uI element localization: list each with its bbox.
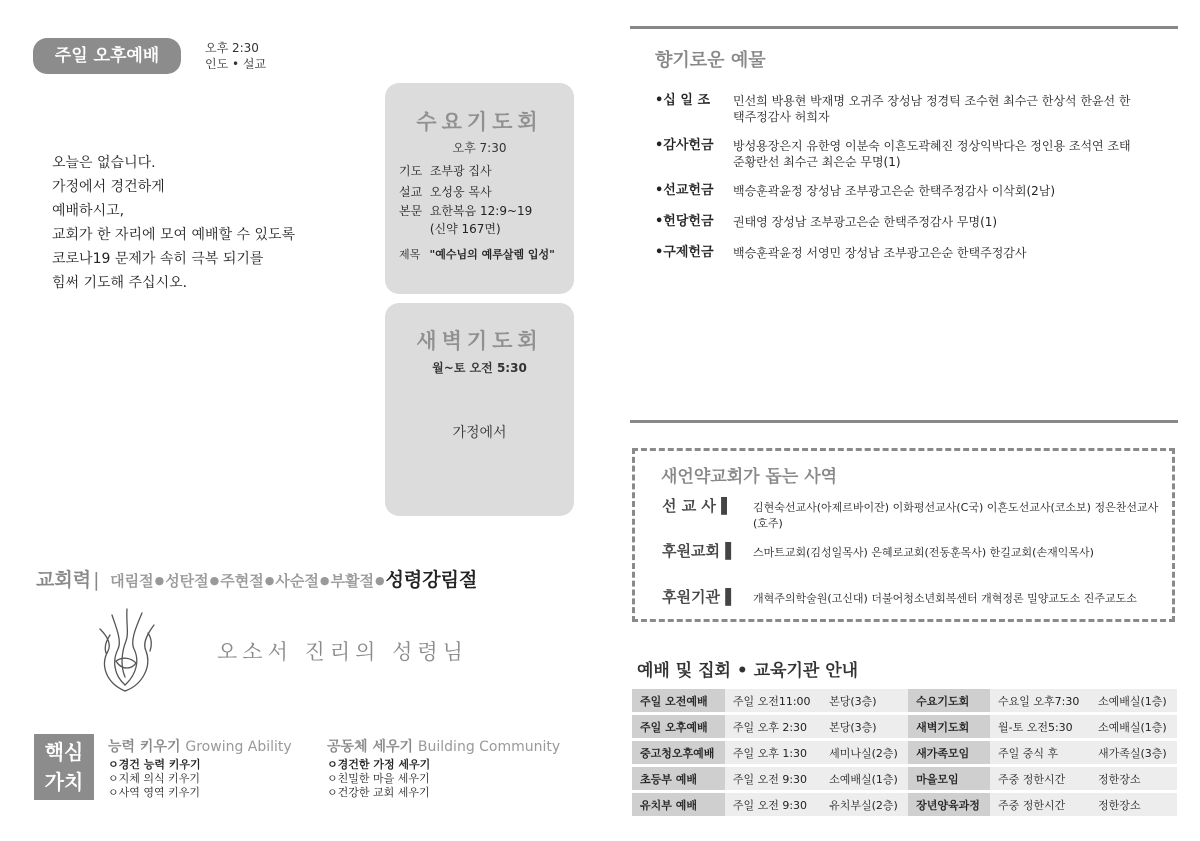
wednesday-row: 기도 조부광 집사 bbox=[399, 164, 492, 178]
divider bbox=[630, 26, 1178, 29]
core-value-item: ㅇ경건 능력 키우기 bbox=[108, 758, 201, 771]
core-value-item: ㅇ지체 의식 키우기 bbox=[108, 772, 201, 785]
schedule-cell: 주일 오후 1:30 bbox=[725, 741, 821, 764]
schedule-event: 새가족모임 bbox=[908, 741, 990, 764]
mission-names: 스마트교회(김성일목사) 은혜로교회(전동훈목사) 한길교회(손재익목사) bbox=[753, 546, 1094, 559]
wednesday-row: 본문 요한복음 12:9~19 bbox=[399, 204, 533, 218]
core-value-heading: 능력 키우기 Growing Ability bbox=[108, 739, 292, 755]
core-value-item: ㅇ친밀한 마을 세우기 bbox=[327, 772, 430, 785]
schedule-event: 마을모임 bbox=[908, 767, 990, 790]
core-value-community bbox=[327, 740, 560, 800]
core-value-item: ㅇ건강한 교회 세우기 bbox=[327, 786, 430, 799]
schedule-cell: 새가족실(3층) bbox=[1090, 741, 1177, 764]
table-row bbox=[632, 715, 1177, 738]
church-calendar-label: 교회력 bbox=[36, 569, 92, 591]
flame-dove-icon bbox=[92, 605, 162, 695]
mission-names: 개혁주의학술원(고신대) 더불어청소년회복센터 개혁정론 밀양교도소 진주교도소 bbox=[753, 592, 1137, 605]
schedule-cell: 주일 오후 2:30 bbox=[725, 715, 821, 738]
afternoon-service-leader: 인도 • 설교 bbox=[205, 57, 267, 71]
wednesday-prayer-title: 수요기도회 bbox=[416, 110, 543, 134]
core-value-item: ㅇ경건한 가정 세우기 bbox=[327, 758, 431, 771]
spirit-prayer-text: 오소서 진리의 성령님 bbox=[217, 640, 468, 664]
offering-names: 권태영 장성남 조부광고은순 한택주정감사 무명(1) bbox=[733, 215, 998, 229]
schedule-event: 장년양육과정 bbox=[908, 793, 990, 816]
schedule-cell: 유치부실(2층) bbox=[821, 793, 908, 816]
core-values-badge: 핵심 가치 bbox=[34, 734, 94, 800]
afternoon-service-time: 오후 2:30 bbox=[205, 41, 259, 55]
divider bbox=[630, 420, 1178, 423]
wednesday-row: 제목 "예수님의 예루살렘 입성" bbox=[399, 248, 555, 261]
notice-line: 교회가 한 자리에 모여 예배할 수 있도록 bbox=[52, 227, 296, 243]
offering-names: 백승훈곽윤정 장성남 조부광고은순 한택주정감사 이삭회(2남) bbox=[733, 184, 1056, 198]
season-item: 주현절 bbox=[220, 572, 264, 590]
church-calendar: 교회력 | 대림절●성탄절●주현절●사순절●부활절●성령강림절 bbox=[36, 569, 478, 591]
schedule-cell: 소예배실(1층) bbox=[1090, 715, 1177, 738]
offering-names: 민선희 박용현 박재명 오귀주 장성남 정경틱 조수현 최수근 한상석 한윤선 한택주정감사 허희자 bbox=[733, 94, 1131, 124]
schedule-cell: 세미나실(2층) bbox=[821, 741, 908, 764]
season-item: 성탄절 bbox=[165, 572, 209, 590]
core-value-ability bbox=[108, 740, 292, 800]
notice-line: 힘써 기도해 주십시오. bbox=[52, 275, 188, 291]
table-row bbox=[632, 767, 1177, 790]
schedule-cell: 본당(3층) bbox=[821, 715, 908, 738]
table-row bbox=[632, 793, 1177, 816]
schedule-title: 예배 및 집회 • 교육기관 안내 bbox=[637, 661, 859, 681]
offering-type: •헌당헌금 bbox=[655, 214, 714, 229]
wednesday-prayer-box bbox=[385, 83, 574, 294]
mission-category: 후원기관 ▌ bbox=[662, 588, 737, 606]
dawn-prayer-time: 월~토 오전 5:30 bbox=[432, 361, 527, 375]
schedule-cell: 주중 정한시간 bbox=[990, 793, 1090, 816]
schedule-cell: 주일 오전 9:30 bbox=[725, 793, 821, 816]
mission-names: 김현숙선교사(아제르바이잔) 이화평선교사(C국) 이흔도선교사(코소보) 정은찬선교사(호주) bbox=[753, 501, 1159, 530]
schedule-cell: 주중 정한시간 bbox=[990, 767, 1090, 790]
schedule-cell: 주일 중식 후 bbox=[990, 741, 1090, 764]
schedule-table bbox=[632, 686, 1177, 819]
notice-line: 오늘은 없습니다. bbox=[52, 155, 156, 171]
schedule-cell: 소예배실(1층) bbox=[1090, 689, 1177, 712]
table-row bbox=[632, 741, 1177, 764]
schedule-cell: 정한장소 bbox=[1090, 793, 1177, 816]
schedule-cell: 주일 오전 9:30 bbox=[725, 767, 821, 790]
dawn-prayer-title: 새벽기도회 bbox=[416, 329, 543, 353]
dawn-prayer-box bbox=[385, 303, 574, 516]
schedule-event: 초등부 예배 bbox=[632, 767, 725, 790]
notice-line: 코로나19 문제가 속히 극복 되기를 bbox=[52, 251, 264, 267]
offerings-title: 향기로운 예물 bbox=[655, 50, 766, 71]
mission-category: 선 교 사 ▌ bbox=[662, 497, 733, 515]
wednesday-prayer-time: 오후 7:30 bbox=[452, 141, 507, 155]
wednesday-row: (신약 167면) bbox=[429, 222, 501, 236]
season-item: 대림절 bbox=[110, 572, 154, 590]
schedule-cell: 본당(3층) bbox=[821, 689, 908, 712]
core-value-heading: 공동체 세우기 Building Community bbox=[327, 739, 561, 755]
dawn-prayer-note: 가정에서 bbox=[452, 425, 507, 441]
schedule-cell: 주일 오전11:00 bbox=[725, 689, 821, 712]
schedule-event: 새벽기도회 bbox=[908, 715, 990, 738]
wednesday-row: 설교 오성웅 목사 bbox=[399, 185, 492, 199]
offering-type: •구제헌금 bbox=[655, 245, 714, 260]
current-season: 성령강림절 bbox=[385, 569, 478, 591]
schedule-cell: 월-토 오전5:30 bbox=[990, 715, 1090, 738]
afternoon-service-info bbox=[205, 40, 266, 72]
schedule-event: 주일 오후예배 bbox=[632, 715, 725, 738]
table-row bbox=[632, 689, 1177, 712]
season-item: 사순절 bbox=[275, 572, 319, 590]
cancel-notice bbox=[52, 151, 295, 295]
offering-type: •감사헌금 bbox=[655, 138, 714, 153]
schedule-event: 주일 오전예배 bbox=[632, 689, 725, 712]
notice-line: 예배하시고, bbox=[52, 203, 125, 219]
offering-names: 방성용장은지 유한영 이분숙 이흔도곽혜진 정상익박다은 정인용 조석연 조태준황란선 최수근 최은순 무명(1) bbox=[733, 139, 1131, 169]
schedule-cell: 수요일 오후7:30 bbox=[990, 689, 1090, 712]
schedule-cell: 정한장소 bbox=[1090, 767, 1177, 790]
afternoon-service-badge: 주일 오후예배 bbox=[33, 38, 181, 74]
notice-line: 가정에서 경건하게 bbox=[52, 179, 165, 195]
offering-type: •선교헌금 bbox=[655, 183, 714, 198]
mission-title: 새언약교회가 돕는 사역 bbox=[661, 467, 838, 487]
core-value-item: ㅇ사역 영역 키우기 bbox=[108, 786, 201, 799]
offering-type: •십 일 조 bbox=[655, 93, 711, 108]
schedule-cell: 소예배실(1층) bbox=[821, 767, 908, 790]
mission-category: 후원교회 ▌ bbox=[662, 542, 737, 560]
schedule-event: 수요기도회 bbox=[908, 689, 990, 712]
offering-names: 백승훈곽윤정 서영민 장성남 조부광고은순 한택주정감사 bbox=[733, 246, 1027, 260]
schedule-event: 중고청오후예배 bbox=[632, 741, 725, 764]
season-item: 부활절 bbox=[330, 572, 374, 590]
schedule-event: 유치부 예배 bbox=[632, 793, 725, 816]
